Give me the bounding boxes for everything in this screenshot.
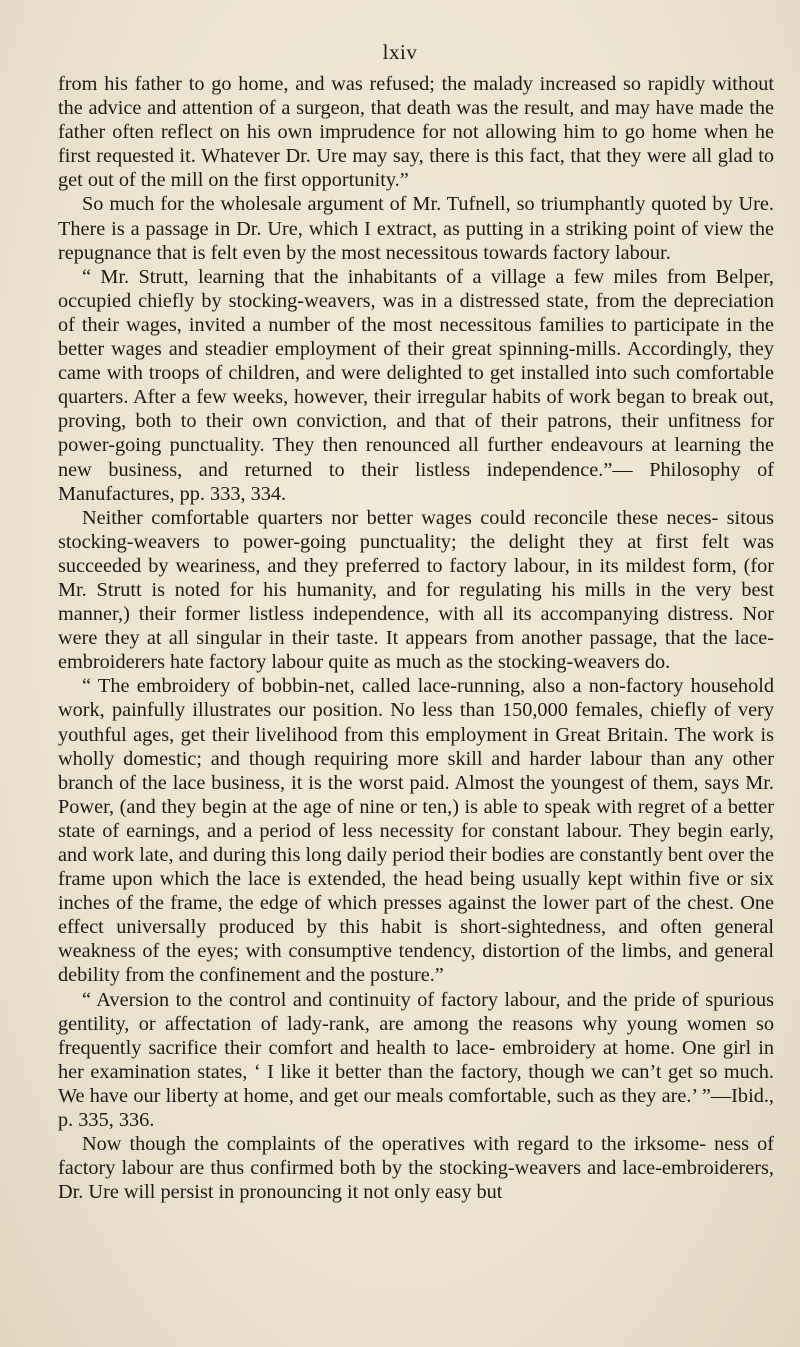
paragraph-quote-strutt: “ Mr. Strutt, learning that the inhabitants of a village a few miles from Belper, occupied chiefly by stocking-weavers, was in a distressed state, from the depreciation of their wages, invited a number of the most necessitous families to participate in the better wages and steadier employment of their great spinning-mills. Accordingly, they came with troops of children, and were delighted to get installed into such comfortable quarters. After a few weeks, however, their irregular habits of work began to break out, proving, both to their own conviction, and that of their patrons, their unfitness for power-going punctuality. They then renounced all further endeavours at learning the new business, and returned to their listless independence.”— Philosophy of Manufactures, pp. 333, 334. [58,265,774,505]
paragraph-continuation: from his father to go home, and was refused; the malady increased so rapidly without the advice and attention of a surgeon, that death was the result, and may have made the father often reflect on his own imprudence for not allowing him to go home when he first requested it. Whatever Dr. Ure may say, there is this fact, that they were all glad to get out of the mill on the first opportunity.” [58,73,774,192]
body-text [58,72,774,1204]
paragraph-closing: Now though the complaints of the operatives with regard to the irksome- ness of factory labour are thus confirmed both by the stocking-weavers and lace-embroiderers, Dr. Ure will persist in pronouncing it not only easy but [58,1133,774,1204]
page-number: lxiv [382,40,418,64]
paragraph-stocking-weavers: Neither comfortable quarters nor better wages could reconcile these neces- sitous stocking-weavers to power-going punctuality; the delight they at first felt was succeeded by weariness, and they preferred to factory labour, in its mildest form, (for Mr. Strutt is noted for his humanity, and for regulating his mills in the very best manner,) their former listless independence, with all its accompanying distress. Nor were they at all singular in their taste. It appears from another passage, that the lace-embroiderers hate factory labour quite as much as the stocking-weavers do. [58,506,774,674]
paragraph-quote-embroidery: “ The embroidery of bobbin-net, called lace-running, also a non-factory household work, painfully illustrates our position. No less than 150,000 females, chiefly of very youthful ages, get their livelihood from this employment in Great Britain. The work is wholly domestic; and though requiring more skill and harder labour than any other branch of the lace business, it is the worst paid. Almost the youngest of them, says Mr. Power, (and they begin at the age of nine or ten,) is able to speak with regret of a better state of earnings, and a period of less necessity for constant labour. They begin early, and work late, and during this long daily period their bodies are constantly bent over the frame upon which the lace is extended, the head being usually kept within five or six inches of the frame, the edge of which presses against the lower part of the chest. One effect universally produced by this habit is short-sightedness, and often general weakness of the eyes; with consumptive tendency, distortion of the limbs, and general debility from the confinement and the posture.” [58,675,774,987]
paragraph-tufnell: So much for the wholesale argument of Mr. Tufnell, so triumphantly quoted by Ure. There is a passage in Dr. Ure, which I extract, as putting in a striking point of view the repugnance that is felt even by the most necessitous towards factory labour. [58,193,774,264]
paragraph-quote-aversion: “ Aversion to the control and continuity of factory labour, and the pride of spurious gentility, or affectation of lady-rank, are among the reasons why young women so frequently sacrifice their comfort and health to lace- embroidery at home. One girl in her examination states, ‘ I like it better than the factory, though we can’t get so much. We have our liberty at home, and get our meals comfortable, such as they are.’ ”—Ibid., p. 335, 336. [58,988,774,1132]
